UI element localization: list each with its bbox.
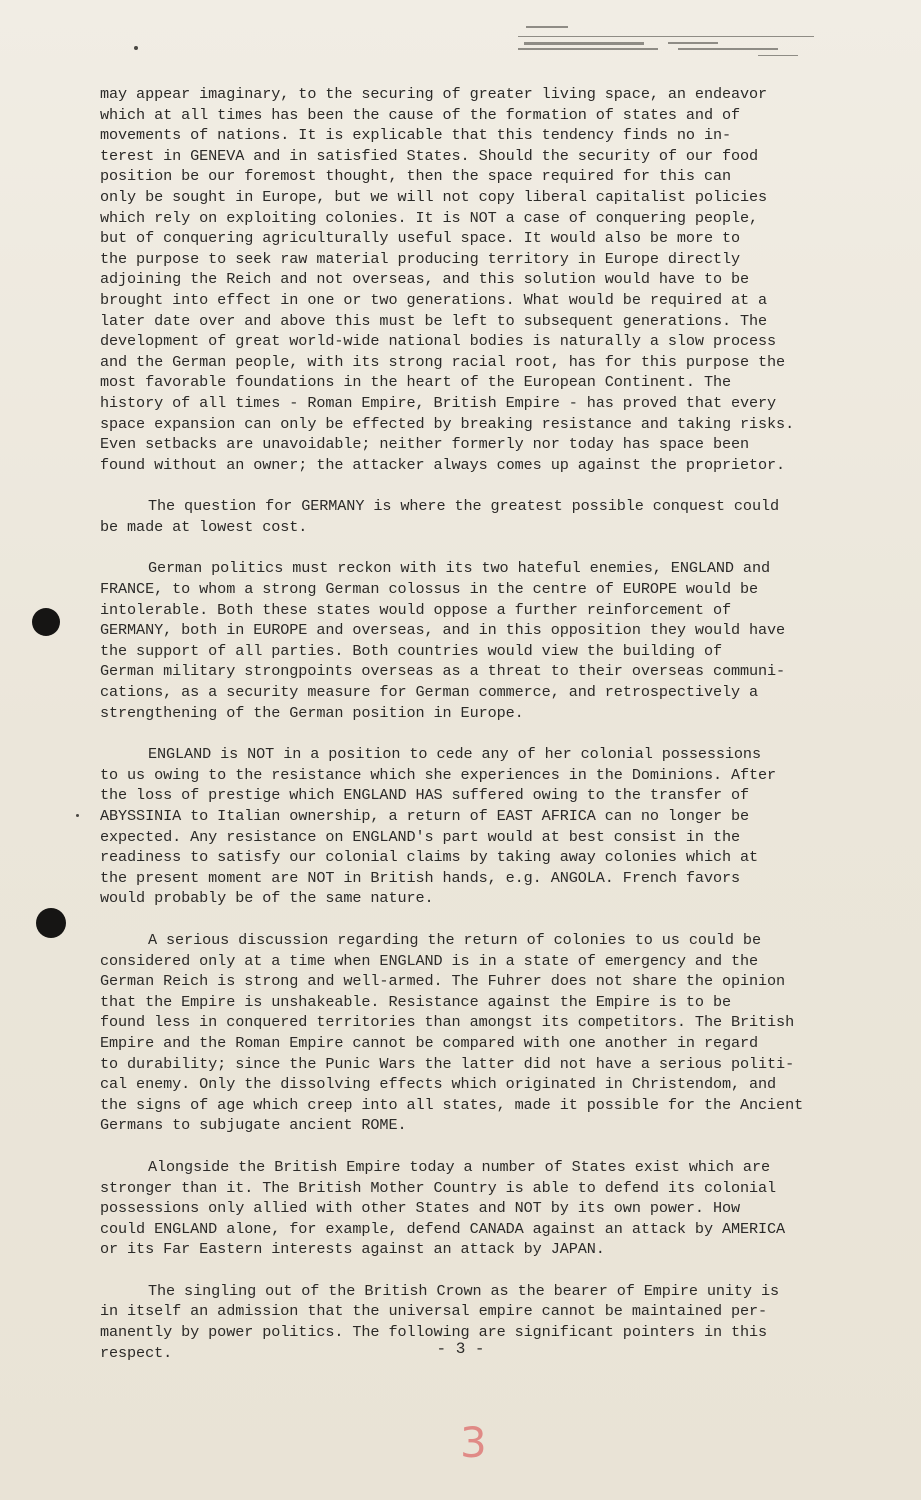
paragraph-british-crown: The singling out of the British Crown as the bearer of Empire unity is in itself an admission that the universal empire cannot be maintained per- manently by power politics. The following are significant pointers in this respect. [100, 1281, 779, 1362]
paragraph-question-for-germany: The question for GERMANY is where the greatest possible conquest could be made at lowest cost. [100, 497, 779, 536]
document-body [100, 84, 842, 1384]
paragraph-british-empire: Alongside the British Empire today a number of States exist which are stronger than it. The British Mother Country is able to defend its colonial possessions only allied with other States and NOT by its own power. How could ENGLAND alone, for example, defend CANADA against an attack by AMERICA or its Far Eastern interests against an attack by JAPAN. [100, 1157, 786, 1259]
page-number: - 3 - [436, 1340, 485, 1358]
paragraph-hateful-enemies: German politics must reckon with its two hateful enemies, ENGLAND and FRANCE, to whom a strong German colossus in the centre of EUROPE would be intolerable. Both these states would oppose a further reinforcement of GERMANY, both in EUROPE and overseas, and in this opposition they would have the support of all parties. Both countries would view the building of German military strongpoints overseas as a threat to their overseas communi- cations, as a security measure for German commerce, and retrospectively a strengthening of the German position in Europe. [100, 559, 786, 722]
punch-hole [36, 908, 66, 938]
paragraph-living-space: may appear imaginary, to the securing of greater living space, an endeavor which at all times has been the cause of the formation of states and of movements of nations. It is explicable that this tendency finds no in- terest in GENEVA and in satisfied States. Should the security of our food position be our foremost thought, then the space required for this can only be sought in Europe, but we will not copy liberal capitalist policies which rely on exploiting colonies. It is NOT a case of conquering people, but of conquering agriculturally useful space. It would also be more to the purpose to seek raw material producing territory in Europe directly adjoining the Reich and not overseas, and this solution would have to be brought into effect in one or two generations. What would be required at a later date over and above this must be left to subsequent generations. The development of great world-wide national bodies is naturally a slow process and the German people, with its strong racial root, has for this purpose the most favorable foundations in the heart of the European Continent. The history of all times - Roman Empire, British Empire - has proved that every space expansion can only be effected by breaking resistance and taking risks. Even setbacks are unavoidable; neither formerly nor today has space been found without an owner; the attacker always comes up against the proprietor. [100, 85, 795, 474]
margin-dot-mark [76, 814, 79, 817]
margin-dot-mark [134, 46, 138, 50]
paragraph-return-of-colonies: A serious discussion regarding the return of colonies to us could be considered only at a time when ENGLAND is in a state of emergency and the German Reich is strong and well-armed. The Fuhrer does not share the opinion that the Empire is unshakeable. Resistance against the Empire is to be found less in conquered territories than amongst its competitors. The British Empire and the Roman Empire cannot be compared with one another in regard to durability; since the Punic Wars the latter did not have a serious politi- cal enemy. Only the dissolving effects which originated in Christendom, and the signs of age which creep into all states, made it possible for the Ancient Germans to subjugate ancient ROME. [100, 930, 804, 1135]
punch-hole [32, 608, 60, 636]
folio-mark: 3 [460, 1418, 487, 1467]
header-stamp-marks [518, 22, 818, 66]
paragraph-england-colonial: ENGLAND is NOT in a position to cede any of her colonial possessions to us owing to the resistance which she experiences in the Dominions. After the loss of prestige which ENGLAND HAS suffered owing to the transfer of ABYSSINIA to Italian ownership, a return of EAST AFRICA can no longer be expected. Any resistance on ENGLAND's part would at best consist in the readiness to satisfy our colonial claims by taking away colonies which at the present moment are NOT in British hands, e.g. ANGOLA. French favors would probably be of the same nature. [100, 745, 777, 908]
